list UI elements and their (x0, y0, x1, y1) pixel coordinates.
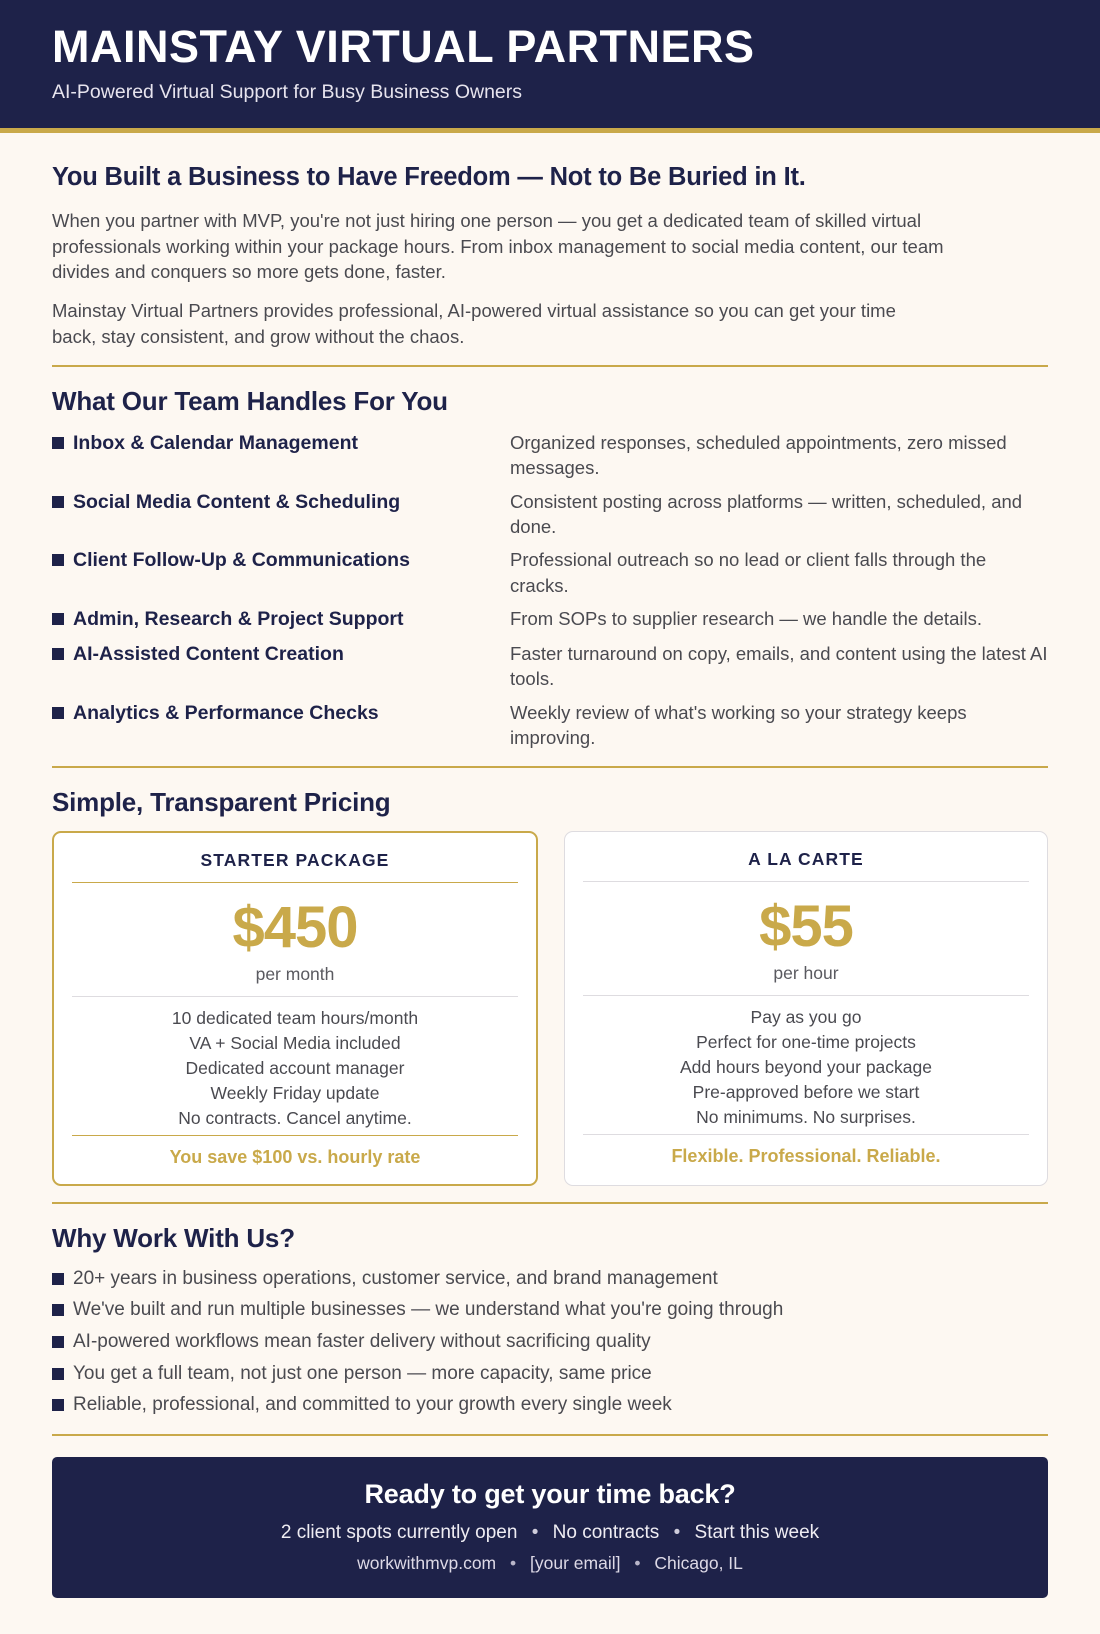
pricing-feature: 10 dedicated team hours/month (171, 1008, 419, 1029)
cta-banner (52, 1457, 1048, 1598)
why-list-item (52, 1267, 1048, 1292)
pricing-feature: Perfect for one-time projects (696, 1032, 916, 1053)
service-description: Consistent posting across platforms — written, scheduled, and done. (510, 490, 1023, 538)
pricing-feature: Weekly Friday update (210, 1082, 380, 1103)
service-title: Analytics & Performance Checks (73, 701, 379, 724)
pricing-card-unit: per month (255, 964, 335, 985)
intro-heading: You Built a Business to Have Freedom — Not to Be Buried in It. (52, 163, 806, 192)
service-title-wrap (52, 700, 510, 727)
separator-dot-icon: • (673, 1521, 681, 1543)
service-row (52, 641, 1048, 692)
service-title-wrap (52, 606, 510, 633)
bullet-square-icon (52, 1368, 64, 1380)
page-subtitle: AI-Powered Virtual Support for Busy Business Owners (52, 81, 523, 104)
why-item-text: Reliable, professional, and committed to your growth every single week (73, 1394, 672, 1416)
section-divider (52, 766, 1048, 768)
bullet-square-icon (52, 554, 64, 566)
pricing-card-price: $450 (232, 895, 358, 961)
cta-points (72, 1522, 1028, 1544)
bullet-square-icon (52, 1273, 64, 1285)
why-list-item (52, 1298, 1048, 1323)
why-list-item (52, 1393, 1048, 1418)
service-title-wrap (52, 641, 510, 668)
card-divider (72, 882, 518, 883)
service-title: Admin, Research & Project Support (73, 608, 404, 631)
bullet-square-icon (52, 437, 64, 449)
bullet-square-icon (52, 648, 64, 660)
section-divider (52, 365, 1048, 367)
pricing-card-name: STARTER PACKAGE (200, 850, 390, 871)
pricing-feature: Add hours beyond your package (680, 1056, 932, 1077)
intro-section (52, 133, 1048, 349)
cta-point: 2 client spots currently open (280, 1521, 518, 1543)
service-description: From SOPs to supplier research — we handle the details. (510, 608, 982, 630)
pricing-feature: VA + Social Media included (189, 1033, 401, 1054)
page-header (0, 0, 1100, 133)
pricing-card-price: $55 (759, 894, 853, 960)
service-description: Faster turnaround on copy, emails, and content using the latest AI tools. (510, 642, 1048, 690)
pricing-feature: Pre-approved before we start (692, 1081, 920, 1102)
intro-paragraph-2: Mainstay Virtual Partners provides professional, AI-powered virtual assistance so you can get your time back, stay consistent, and grow without the chaos. (52, 300, 896, 347)
bullet-square-icon (52, 707, 64, 719)
pricing-card-unit: per hour (773, 963, 839, 984)
separator-dot-icon: • (531, 1521, 539, 1543)
service-row (52, 547, 1048, 598)
section-divider (52, 1202, 1048, 1204)
pricing-feature: No minimums. No surprises. (696, 1106, 916, 1127)
pricing-card-starter[interactable] (52, 831, 538, 1185)
cta-contact-line (72, 1553, 1028, 1574)
bullet-square-icon (52, 1399, 64, 1411)
bullet-square-icon (52, 1336, 64, 1348)
service-title-wrap (52, 489, 510, 516)
pricing-feature: No contracts. Cancel anytime. (178, 1107, 412, 1128)
cta-email[interactable]: [your email] (530, 1552, 621, 1573)
service-title: AI-Assisted Content Creation (73, 642, 344, 665)
why-section (52, 1223, 1048, 1418)
service-title: Inbox & Calendar Management (73, 432, 358, 455)
service-title-wrap (52, 430, 510, 457)
service-row (52, 430, 1048, 481)
service-row (52, 606, 1048, 633)
service-row (52, 489, 1048, 540)
service-row (52, 700, 1048, 751)
content-area (0, 133, 1100, 1598)
card-divider (583, 881, 1029, 882)
why-list-item (52, 1330, 1048, 1355)
section-divider (52, 1434, 1048, 1436)
pricing-card-tagline: Flexible. Professional. Reliable. (671, 1145, 941, 1166)
pricing-cards (52, 831, 1048, 1185)
cta-location: Chicago, IL (654, 1552, 743, 1573)
service-description: Organized responses, scheduled appointments, zero missed messages. (510, 432, 1007, 479)
intro-paragraph-1: When you partner with MVP, you're not just hiring one person — you get a dedicated team of skilled virtual professionals working within your package hours. From inbox management to social media content, our team divides and conquers so more gets done, faster. (52, 210, 944, 283)
services-section (52, 386, 1048, 750)
service-title: Client Follow-Up & Communications (73, 549, 410, 572)
service-description: Weekly review of what's working so your strategy keeps improving. (510, 701, 967, 748)
separator-dot-icon: • (510, 1552, 517, 1573)
pricing-card-features (72, 997, 518, 1134)
service-description: Professional outreach so no lead or client falls through the cracks. (510, 549, 987, 596)
why-item-text: 20+ years in business operations, customer service, and brand management (73, 1267, 718, 1289)
pricing-heading: Simple, Transparent Pricing (52, 787, 391, 818)
separator-dot-icon: • (634, 1552, 641, 1573)
why-item-text: You get a full team, not just one person — more capacity, same price (73, 1362, 652, 1384)
bullet-square-icon (52, 1304, 64, 1316)
services-heading: What Our Team Handles For You (52, 386, 448, 417)
pricing-card-tagline: You save $100 vs. hourly rate (169, 1146, 421, 1167)
pricing-feature: Pay as you go (750, 1007, 862, 1028)
pricing-card-a-la-carte[interactable] (564, 831, 1048, 1185)
service-title-wrap (52, 547, 510, 574)
pricing-card-name: A LA CARTE (748, 849, 864, 870)
why-list-item (52, 1362, 1048, 1387)
bullet-square-icon (52, 613, 64, 625)
pricing-feature: Dedicated account manager (185, 1057, 405, 1078)
cta-heading: Ready to get your time back? (364, 1478, 736, 1509)
bullet-square-icon (52, 496, 64, 508)
why-item-text: AI-powered workflows mean faster delivery without sacrificing quality (73, 1330, 651, 1352)
cta-point: Start this week (694, 1521, 820, 1543)
pricing-section (52, 787, 1048, 1185)
service-title: Social Media Content & Scheduling (73, 490, 401, 513)
cta-point: No contracts (552, 1521, 660, 1543)
page-title: MAINSTAY VIRTUAL PARTNERS (52, 21, 755, 72)
pricing-card-features (583, 996, 1029, 1133)
cta-website[interactable]: workwithmvp.com (357, 1552, 497, 1573)
why-item-text: We've built and run multiple businesses — we understand what you're going through (73, 1299, 784, 1321)
why-heading: Why Work With Us? (52, 1222, 295, 1253)
